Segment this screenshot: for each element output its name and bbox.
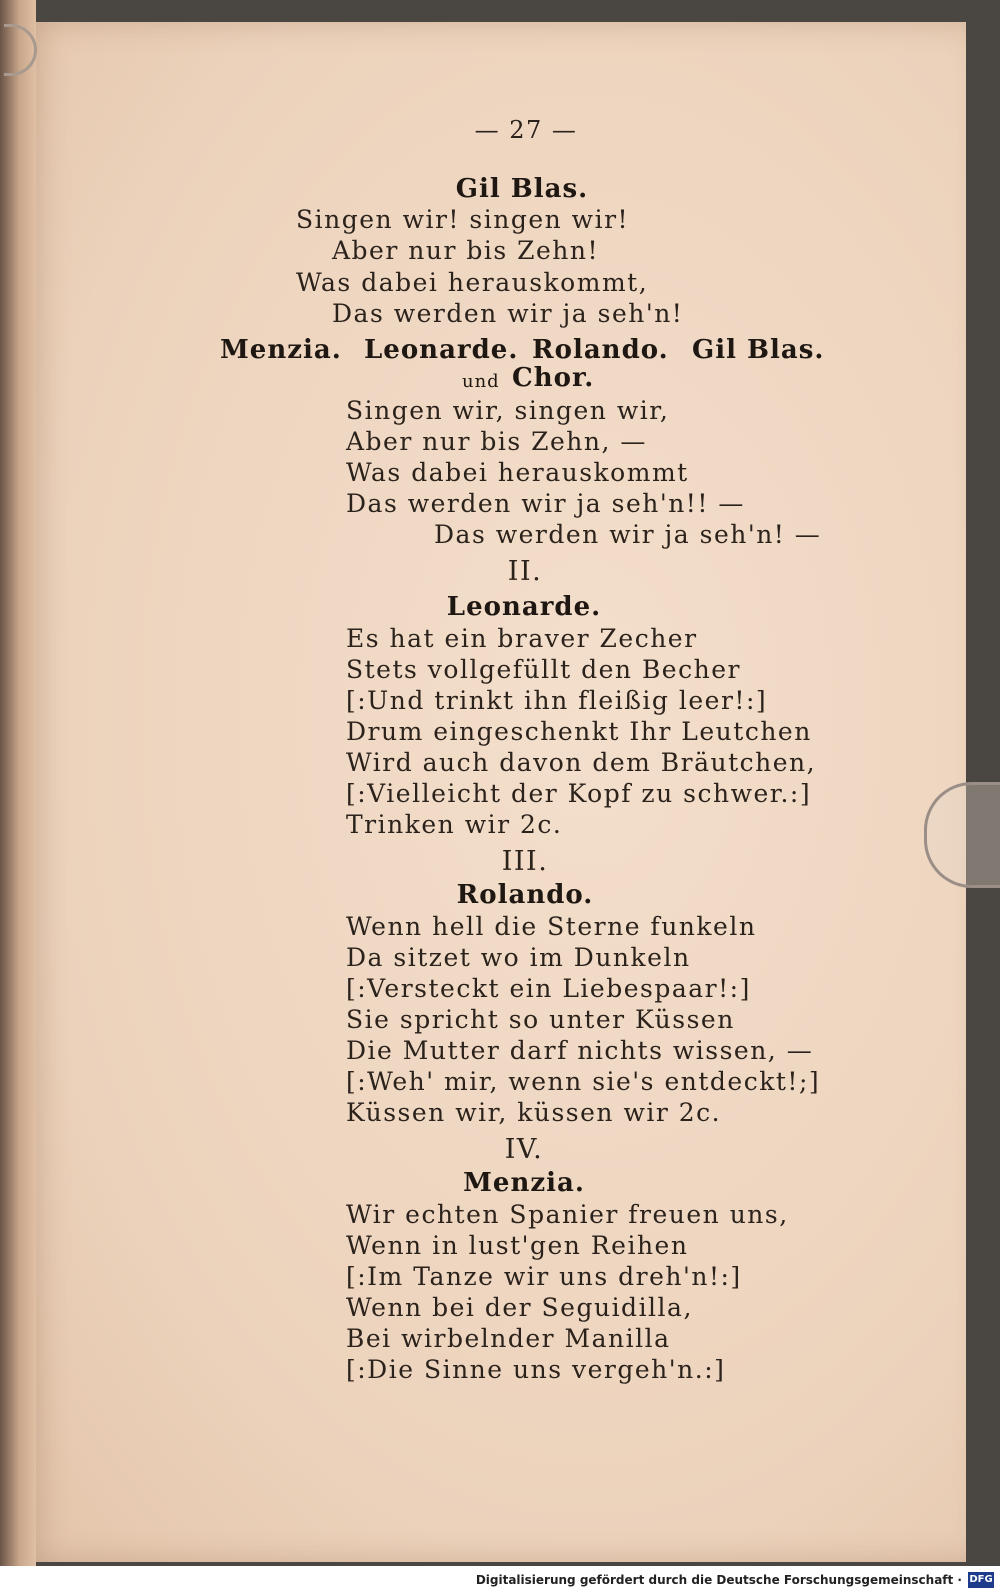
verse-line: Sie spricht so unter Küssen <box>346 1005 735 1034</box>
page-number: — 27 — <box>474 116 578 144</box>
page-clip <box>924 782 1000 888</box>
verse-line: Singen wir! singen wir! <box>296 205 630 234</box>
verse-line: Das werden wir ja seh'n! — <box>434 520 822 549</box>
verse-line: Singen wir, singen wir, <box>346 396 670 425</box>
verse-line: Stets vollgefüllt den Becher <box>346 655 741 684</box>
verse-line: Drum eingeschenkt Ihr Leutchen <box>346 717 812 746</box>
verse-line: Aber nur bis Zehn, — <box>346 427 647 456</box>
verse-line: Trinken wir 2c. <box>346 810 563 839</box>
dfg-logo: DFG <box>968 1572 994 1588</box>
verse-line: [:Weh' mir, wenn sie's entdeckt!;] <box>346 1067 821 1096</box>
verse-line: [:Im Tanze wir uns dreh'n!:] <box>346 1262 742 1291</box>
verse-line: [:Versteckt ein Liebespaar!:] <box>346 974 751 1003</box>
verse-line: Wenn bei der Seguidilla, <box>346 1293 693 1322</box>
verse-line: Aber nur bis Zehn! <box>332 236 600 265</box>
footer-bar <box>0 1566 1000 1596</box>
heading-rolando: Rolando. <box>456 880 594 910</box>
verse-line: Wird auch davon dem Bräutchen, <box>346 748 817 777</box>
verse-line: Wir echten Spanier freuen uns, <box>346 1200 789 1229</box>
verse-line: Das werden wir ja seh'n! <box>332 299 684 328</box>
book-spine <box>0 0 36 1566</box>
verse-line: Es hat ein braver Zecher <box>346 624 698 653</box>
ensemble-name: Rolando. <box>532 335 669 365</box>
stanza-numeral: III. <box>501 846 549 877</box>
ensemble-name: Gil Blas. <box>692 335 825 365</box>
verse-line: [:Und trinkt ihn fleißig leer!:] <box>346 686 768 715</box>
verse-line: [:Die Sinne uns vergeh'n.:] <box>346 1355 726 1384</box>
footer-credit: Digitalisierung gefördert durch die Deutsche Forschungsgemeinschaft · <box>475 1573 962 1587</box>
verse-line: Die Mutter darf nichts wissen, — <box>346 1036 814 1065</box>
heading-menzia: Menzia. <box>463 1168 585 1198</box>
verse-line: Wenn in lust'gen Reihen <box>346 1231 689 1260</box>
verse-line: Was dabei herauskommt, <box>296 268 649 297</box>
verse-line: Was dabei herauskommt <box>346 458 689 487</box>
ensemble-und: und <box>462 371 500 392</box>
verse-line: Küssen wir, küssen wir 2c. <box>346 1098 722 1127</box>
ensemble-chor: Chor. <box>512 363 595 393</box>
ensemble-name: Menzia. <box>220 335 342 365</box>
verse-line: [:Vielleicht der Kopf zu schwer.:] <box>346 779 812 808</box>
verse-line: Wenn hell die Sterne funkeln <box>346 912 757 941</box>
heading-leonarde: Leonarde. <box>446 592 602 622</box>
heading-gil-blas: Gil Blas. <box>455 174 589 204</box>
stanza-numeral: IV. <box>504 1134 544 1165</box>
verse-line: Das werden wir ja seh'n!! — <box>346 489 745 518</box>
stanza-numeral: II. <box>507 556 543 587</box>
verse-line: Bei wirbelnder Manilla <box>346 1324 671 1353</box>
verse-line: Da sitzet wo im Dunkeln <box>346 943 691 972</box>
ensemble-name: Leonarde. <box>364 335 519 365</box>
